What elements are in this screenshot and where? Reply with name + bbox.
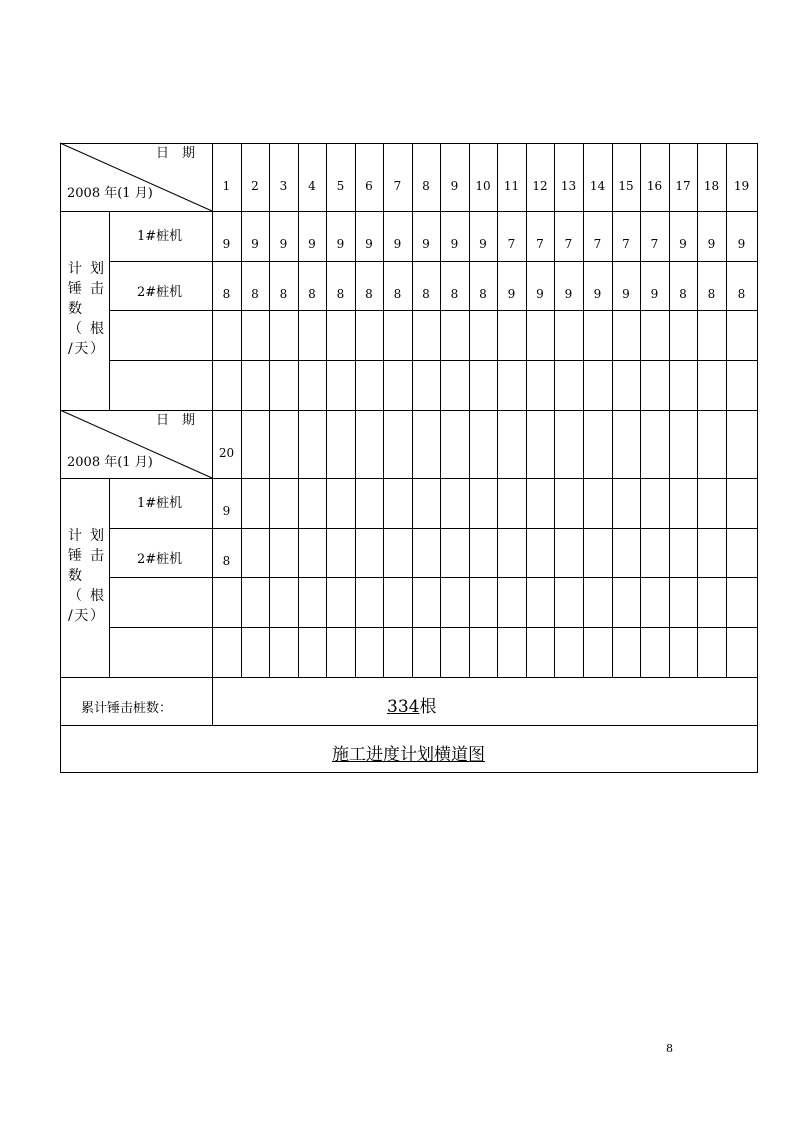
grid-line-horizontal xyxy=(109,261,758,262)
machine-1-count-cell: 7 xyxy=(593,237,602,251)
machine-1-count-cell: 7 xyxy=(536,237,544,251)
day-number-cell: 6 xyxy=(365,179,373,193)
machine-2-count-cell: 9 xyxy=(536,287,544,301)
machine-1-label-2: 1#桩机 xyxy=(137,496,183,511)
grid-line-horizontal xyxy=(109,528,758,529)
day-number-cell: 14 xyxy=(589,179,606,193)
day-number-cell: 19 xyxy=(733,179,750,193)
grid-line-vertical xyxy=(412,143,413,677)
year-month-label-2: 2008 年(1 月) xyxy=(67,455,153,470)
machine-1-count-cell: 9 xyxy=(707,237,716,251)
grid-line-horizontal xyxy=(60,410,758,411)
grid-line-horizontal xyxy=(60,677,758,678)
day-number-cell: 17 xyxy=(675,179,691,193)
side-label-line: （ 根 xyxy=(68,588,104,604)
day-number-cell: 15 xyxy=(618,179,634,193)
machine-2-count-cell: 9 xyxy=(593,287,602,301)
day-number-cell: 10 xyxy=(475,179,491,193)
machine-1-count-cell: 9 xyxy=(679,237,687,251)
machine-2-count-cell: 8 xyxy=(308,287,316,301)
machine-2-count-cell: 8 xyxy=(422,287,430,301)
grid-line-vertical xyxy=(60,143,61,773)
grid-line-vertical xyxy=(697,143,698,677)
grid-line-vertical xyxy=(526,143,527,677)
grid-line-vertical xyxy=(241,143,242,677)
grid-line-vertical xyxy=(326,143,327,677)
grid-line-vertical xyxy=(757,143,758,773)
grid-line-horizontal xyxy=(109,577,758,578)
planned-strikes-label xyxy=(68,259,104,359)
total-unit: 根 xyxy=(419,697,437,717)
machine-2-count-cell: 8 xyxy=(279,287,288,301)
day-number-cell: 1 xyxy=(222,179,231,193)
total-label: 累计锤击桩数： xyxy=(81,701,173,716)
day-number-cell: 16 xyxy=(646,179,663,193)
machine-1-count-cell: 9 xyxy=(737,237,746,251)
day-number-cell: 3 xyxy=(279,179,288,193)
grid-line-horizontal xyxy=(109,627,758,628)
grid-line-horizontal xyxy=(109,310,758,311)
day-number-cell: 5 xyxy=(336,179,345,193)
planned-strikes-label-2 xyxy=(68,526,104,626)
day-number-cell: 7 xyxy=(393,179,402,193)
grid-line-vertical xyxy=(269,143,270,677)
machine-1-count-cell: 9 xyxy=(308,237,316,251)
grid-line-vertical xyxy=(109,478,110,677)
grid-line-vertical xyxy=(298,143,299,677)
year-month-label: 2008 年(1 月) xyxy=(67,186,153,201)
machine-2-count-cell: 9 xyxy=(564,287,573,301)
machine-2-count-cell: 8 xyxy=(479,287,487,301)
machine-2-count-cell: 9 xyxy=(507,287,516,301)
day-number-cell: 13 xyxy=(560,179,577,193)
chart-title-text: 施工进度计划横道图 xyxy=(332,745,485,765)
machine-2-count-cell: 8 xyxy=(393,287,402,301)
machine-2-label: 2#桩机 xyxy=(137,285,183,300)
side-label-line: 计 划 xyxy=(68,261,104,277)
page-number: 8 xyxy=(666,1042,673,1055)
day-number-cell: 20 xyxy=(218,446,235,460)
machine-2-count-cell: 8 xyxy=(336,287,345,301)
machine-1-count-cell: 9 xyxy=(422,237,430,251)
side-label-line: 锤 击 xyxy=(68,548,104,564)
grid-line-vertical xyxy=(554,143,555,677)
grid-line-vertical xyxy=(212,677,213,725)
grid-line-horizontal xyxy=(109,360,758,361)
machine-1-count-cell: 9 xyxy=(336,237,345,251)
machine-2-count-cell: 8 xyxy=(222,287,231,301)
day-number-cell: 12 xyxy=(532,179,548,193)
grid-line-horizontal xyxy=(60,143,758,144)
machine-2-label-2: 2#桩机 xyxy=(137,552,183,567)
machine-1-count-cell: 9 xyxy=(479,237,487,251)
machine-1-count-cell: 7 xyxy=(564,237,573,251)
machine-2-count-cell: 8 xyxy=(251,287,259,301)
day-number-cell: 2 xyxy=(251,179,259,193)
grid-line-vertical xyxy=(726,143,727,677)
machine-2-count-cell: 9 xyxy=(622,287,630,301)
grid-line-horizontal xyxy=(60,772,758,773)
machine-1-count-cell: 7 xyxy=(507,237,516,251)
grid-line-vertical xyxy=(109,211,110,410)
grid-line-vertical xyxy=(497,143,498,677)
total-number: 334 xyxy=(387,697,420,717)
date-header-label: 日 期 xyxy=(156,146,196,161)
grid-line-vertical xyxy=(640,143,641,677)
machine-2-count-cell: 8 xyxy=(222,554,231,568)
side-label-line: 数 xyxy=(68,568,82,584)
machine-2-count-cell: 9 xyxy=(650,287,659,301)
grid-line-vertical xyxy=(440,143,441,677)
chart-title xyxy=(60,745,757,765)
machine-2-count-cell: 8 xyxy=(707,287,716,301)
machine-2-count-cell: 8 xyxy=(737,287,746,301)
machine-2-count-cell: 8 xyxy=(365,287,373,301)
machine-1-count-cell: 9 xyxy=(393,237,402,251)
side-label-line: /天） xyxy=(68,608,104,624)
machine-1-count-cell: 9 xyxy=(279,237,288,251)
grid-line-horizontal xyxy=(60,211,758,212)
day-number-cell: 8 xyxy=(422,179,430,193)
grid-line-vertical xyxy=(612,143,613,677)
day-number-cell: 9 xyxy=(450,179,459,193)
machine-1-count-cell: 7 xyxy=(650,237,659,251)
grid-line-vertical xyxy=(583,143,584,677)
day-number-cell: 18 xyxy=(703,179,720,193)
machine-2-count-cell: 8 xyxy=(450,287,459,301)
side-label-line: 锤 击 xyxy=(68,281,104,297)
machine-2-count-cell: 8 xyxy=(679,287,687,301)
machine-1-count-cell: 9 xyxy=(450,237,459,251)
side-label-line: 计 划 xyxy=(68,528,104,544)
total-value xyxy=(387,697,436,717)
machine-1-label: 1#桩机 xyxy=(137,229,183,244)
grid-line-vertical xyxy=(355,143,356,677)
machine-1-count-cell: 9 xyxy=(222,237,231,251)
side-label-line: （ 根 xyxy=(68,321,104,337)
grid-line-vertical xyxy=(383,143,384,677)
machine-1-count-cell: 9 xyxy=(251,237,259,251)
schedule-table xyxy=(60,143,757,773)
machine-1-count-cell: 9 xyxy=(365,237,373,251)
grid-line-vertical xyxy=(469,143,470,677)
side-label-line: 数 xyxy=(68,301,82,317)
day-number-cell: 4 xyxy=(308,179,316,193)
side-label-line: /天） xyxy=(68,341,104,357)
grid-line-vertical xyxy=(669,143,670,677)
date-header-label-2: 日 期 xyxy=(156,413,196,428)
machine-1-count-cell: 9 xyxy=(222,504,231,518)
grid-line-horizontal xyxy=(60,478,758,479)
grid-line-vertical xyxy=(212,143,213,677)
day-number-cell: 11 xyxy=(503,179,520,193)
machine-1-count-cell: 7 xyxy=(622,237,630,251)
grid-line-horizontal xyxy=(60,725,758,726)
